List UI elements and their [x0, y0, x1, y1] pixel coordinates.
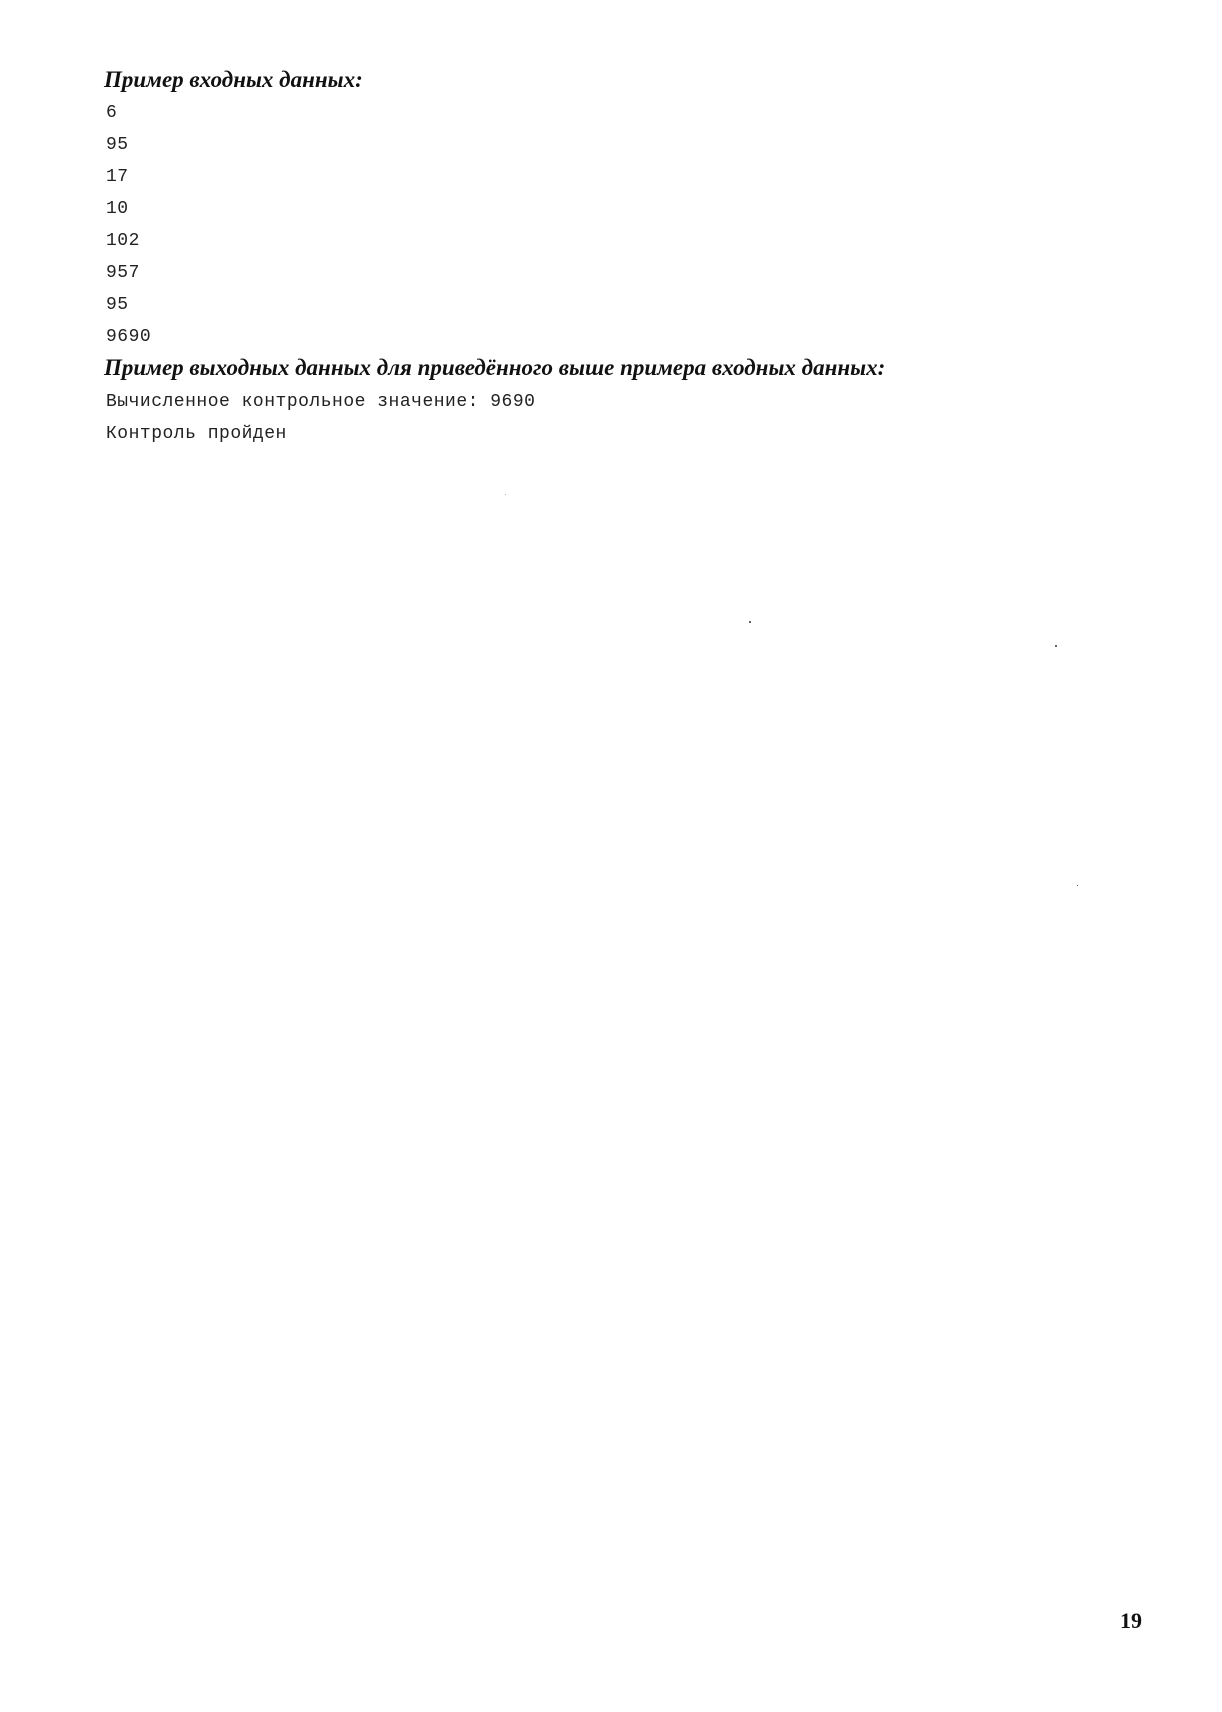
input-line: 9690 [106, 327, 152, 347]
input-line: 95 [106, 135, 129, 155]
input-example-heading: Пример входных данных: [104, 67, 363, 92]
input-line: 957 [106, 263, 140, 283]
input-line: 6 [106, 103, 118, 123]
input-example-list [106, 97, 151, 353]
scan-speck [505, 494, 506, 495]
page-number: 19 [1120, 1608, 1142, 1633]
input-line: 102 [106, 231, 140, 251]
scan-speck [1055, 645, 1057, 647]
output-line: Вычисленное контрольное значение: 9690 [106, 392, 536, 412]
input-line: 17 [106, 167, 129, 187]
output-line: Контроль пройден [106, 424, 287, 444]
output-example-list [106, 386, 535, 450]
scan-speck [749, 621, 751, 623]
output-example-heading: Пример выходных данных для приведённого выше примера входных данных: [104, 355, 886, 380]
input-line: 95 [106, 295, 129, 315]
input-line: 10 [106, 199, 129, 219]
scan-speck [1077, 885, 1078, 886]
